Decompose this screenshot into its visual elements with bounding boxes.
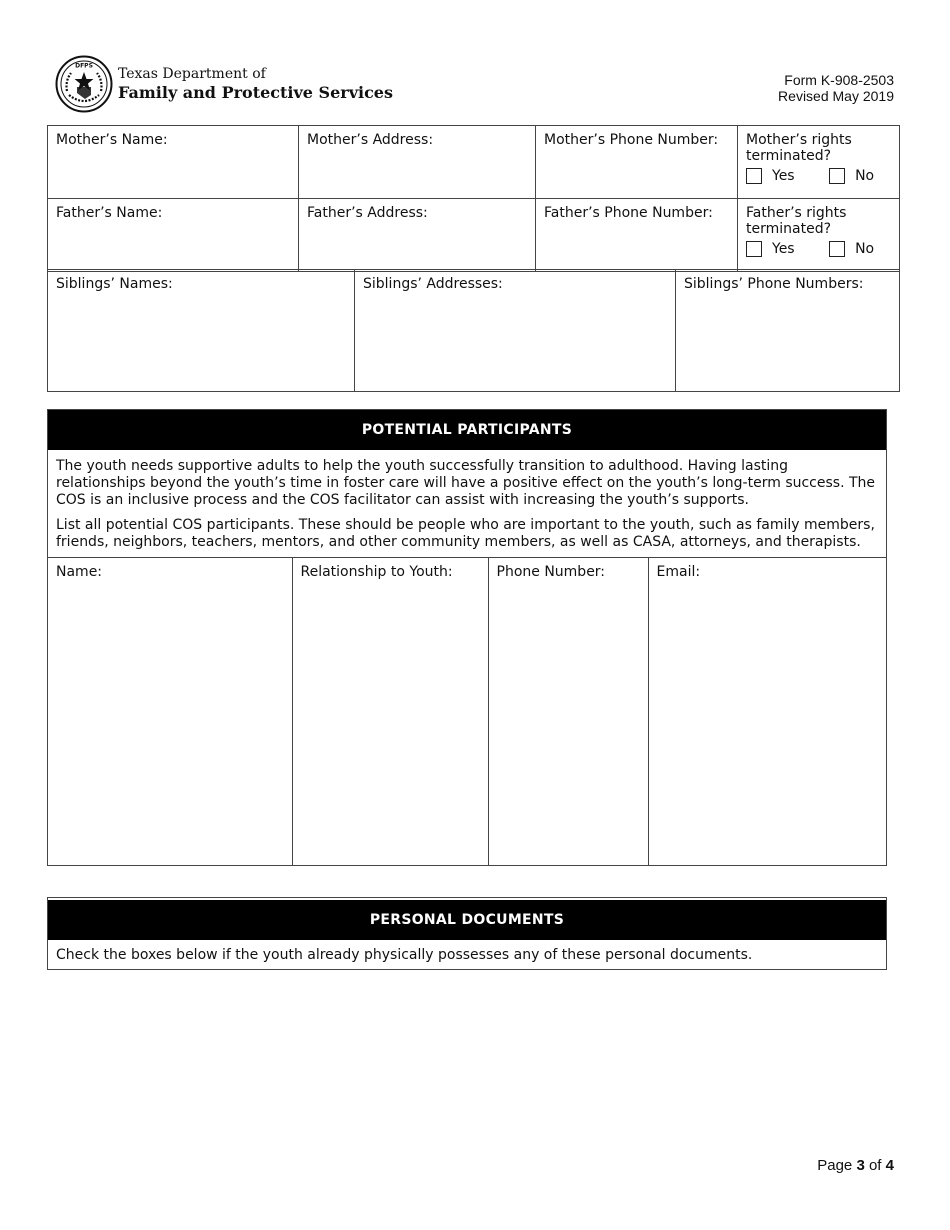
agency-name [118,66,393,102]
of-word: of [868,1157,882,1174]
siblings-phones-field[interactable] [676,270,900,392]
siblings-names-label: Siblings’ Names: [56,276,173,292]
mother-rights-cell [738,126,900,199]
participants-row [48,558,886,865]
siblings-addresses-field[interactable] [355,270,676,392]
father-phone-label: Father’s Phone Number: [544,205,713,221]
father-rights-label: Father’s rights terminated? [746,205,847,237]
documents-instruction: Check the boxes below if the youth already physically possesses any of these personal documents. [56,947,753,963]
no-label: No [855,168,875,184]
column-label: Name: [56,564,103,580]
form-info [778,72,894,104]
father-name-field[interactable] [48,199,299,272]
participant-name-field[interactable] [48,558,292,865]
checkbox[interactable] [746,168,762,184]
page-total: 4 [885,1157,894,1174]
mother-address-field[interactable] [299,126,536,199]
siblings-addresses-label: Siblings’ Addresses: [363,276,503,292]
paragraph: List all potential COS participants. These should be people who are important to the youth, such as family members, friends, neighbors, teachers, mentors, and other community members, as well as CASA, attorneys, and therapists. [56,517,875,550]
family-contacts-table [47,125,900,272]
paragraph: The youth needs supportive adults to help the youth successfully transition to adulthood. Having lasting relationships beyond the youth’s time in foster care will have a positive effect on the youth’s long-term success. The COS is an inclusive process and the COS facilitator can assist with increasing the youth’s supports. [56,458,876,508]
father-phone-field[interactable] [536,199,738,272]
participant-email-field[interactable] [648,558,886,865]
participants-table [48,558,886,865]
father-name-label: Father’s Name: [56,205,163,221]
personal-documents-section [47,897,887,970]
mother-name-label: Mother’s Name: [56,132,168,148]
father-row [48,199,900,272]
mother-rights-no[interactable] [829,168,874,184]
checkbox[interactable] [829,241,845,257]
agency-line2: Family and Protective Services [118,82,393,102]
dfps-seal-logo [55,55,113,113]
yes-label: Yes [772,241,795,257]
father-rights-cell [738,199,900,272]
father-rights-no[interactable] [829,241,874,257]
section-header: POTENTIAL PARTICIPANTS [48,410,886,450]
siblings-names-field[interactable] [48,270,355,392]
father-address-field[interactable] [299,199,536,272]
column-label: Phone Number: [496,564,606,580]
father-rights-yes[interactable] [746,241,795,257]
participant-phone-field[interactable] [488,558,648,865]
mother-row [48,126,900,199]
checkbox[interactable] [746,241,762,257]
column-label: Relationship to Youth: [300,564,453,580]
mother-phone-label: Mother’s Phone Number: [544,132,719,148]
siblings-phones-label: Siblings’ Phone Numbers: [684,276,864,292]
mother-rights-label: Mother’s rights terminated? [746,132,852,164]
form-revised: Revised May 2019 [778,88,894,104]
page-current: 3 [856,1157,865,1174]
page-number [817,1157,894,1174]
mother-rights-yes[interactable] [746,168,795,184]
siblings-row [48,270,900,392]
section-header: PERSONAL DOCUMENTS [48,898,886,940]
seal-text: DFPS [75,62,93,70]
potential-participants-section [47,409,887,866]
checkbox[interactable] [829,168,845,184]
mother-address-label: Mother’s Address: [307,132,434,148]
participant-relationship-field[interactable] [292,558,488,865]
yes-label: Yes [772,168,795,184]
page-word: Page [817,1157,853,1174]
siblings-table [47,269,900,392]
mother-phone-field[interactable] [536,126,738,199]
father-address-label: Father’s Address: [307,205,428,221]
form-number: Form K-908-2503 [784,72,894,88]
column-label: Email: [656,564,701,580]
participants-instructions [48,450,886,558]
mother-name-field[interactable] [48,126,299,199]
no-label: No [855,241,875,257]
agency-line1: Texas Department of [118,66,266,82]
